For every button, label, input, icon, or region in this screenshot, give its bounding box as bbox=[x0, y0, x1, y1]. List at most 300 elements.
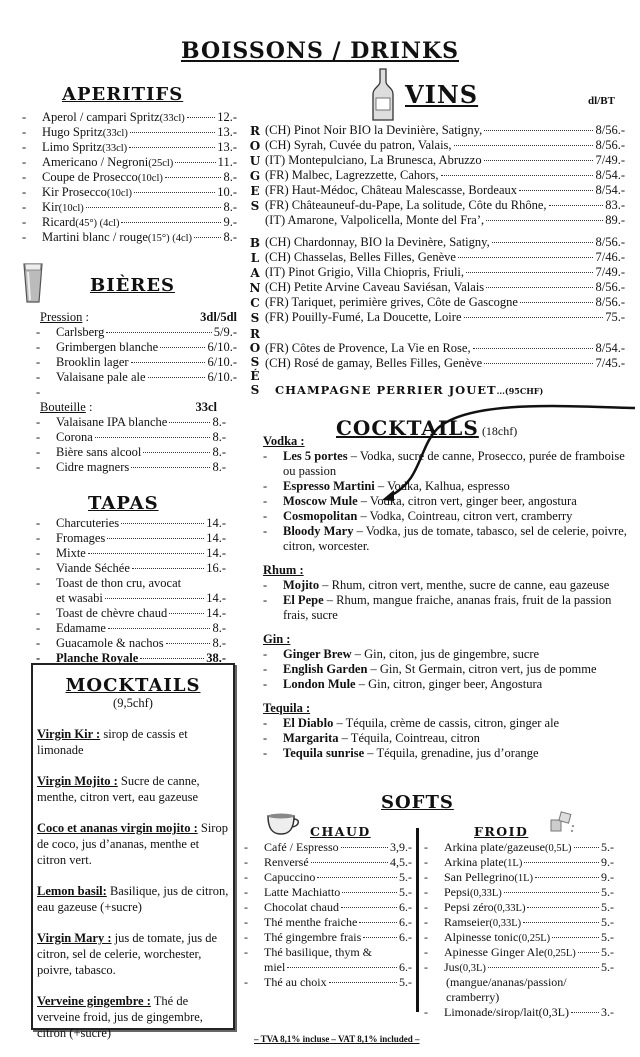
menu-item bbox=[22, 110, 237, 125]
item-price: 8.- bbox=[212, 445, 226, 459]
item-price: 14.- bbox=[206, 591, 226, 605]
dot-leader bbox=[130, 132, 215, 133]
item-price: 5.- bbox=[601, 930, 614, 944]
mocktail-name: Coco et ananas virgin mojito : bbox=[37, 821, 198, 835]
item-name: Mixte bbox=[56, 546, 86, 560]
item-name: San Pellegrino bbox=[444, 870, 515, 884]
cocktail-text bbox=[283, 677, 542, 692]
menu-item bbox=[424, 960, 614, 975]
dot-leader bbox=[165, 177, 222, 178]
menu-item bbox=[424, 930, 614, 945]
item-price: 83.- bbox=[605, 198, 625, 212]
item-price: 6.- bbox=[399, 900, 412, 914]
dash-bullet: - bbox=[244, 915, 248, 929]
dash-bullet: - bbox=[22, 155, 27, 169]
item-name: (FR) Châteauneuf-du-Pape, La solitude, Côte du Rhône, bbox=[265, 198, 547, 212]
cocktail-description: – Vodka, sucre de canne, Prosecco, purée de framboise ou passion bbox=[283, 449, 625, 478]
item-price: 9.- bbox=[601, 870, 614, 884]
item-name: (CH) Chardonnay, BIO la Devinère, Satigny, bbox=[265, 235, 490, 249]
dash-bullet: - bbox=[36, 430, 41, 444]
item-price: 8.- bbox=[212, 621, 226, 635]
dot-leader bbox=[86, 207, 222, 208]
item-name: Chocolat chaud bbox=[264, 900, 339, 914]
mocktails-heading: MOCKTAILS bbox=[65, 675, 201, 696]
dash-bullet: - bbox=[263, 647, 268, 661]
item-price: 8.- bbox=[223, 200, 237, 214]
bieres-heading: BIÈRES bbox=[90, 275, 176, 296]
mocktails-box bbox=[31, 663, 235, 1040]
dash-bullet: - bbox=[22, 110, 27, 124]
mocktail-description: sirop de cassis et limonade bbox=[37, 727, 188, 757]
menu-item bbox=[265, 295, 625, 310]
wine-bottle-icon bbox=[372, 68, 394, 126]
cocktail-name: Ginger Brew bbox=[283, 647, 352, 661]
dot-leader bbox=[504, 892, 599, 893]
item-name: Arkina plate/gazeuse bbox=[444, 840, 545, 854]
menu-item bbox=[424, 885, 614, 900]
menu-item bbox=[424, 945, 614, 960]
pression-unit: 3dl/5dl bbox=[200, 310, 237, 324]
champagne-name: CHAMPAGNE PERRIER JOUET bbox=[275, 383, 497, 397]
item-volume: (0,33L) bbox=[493, 903, 526, 914]
dot-leader bbox=[492, 242, 594, 243]
item-price: 8/54.- bbox=[595, 183, 625, 197]
menu-item bbox=[265, 250, 625, 265]
item-name: Carlsberg bbox=[56, 325, 105, 339]
dot-leader bbox=[175, 162, 215, 163]
item-name: Kir bbox=[42, 200, 59, 214]
cocktail-name: Les 5 portes bbox=[283, 449, 348, 463]
dot-leader bbox=[131, 362, 206, 363]
cocktail-text bbox=[283, 731, 480, 746]
tapas-heading: TAPAS bbox=[88, 493, 159, 514]
mocktail-item bbox=[37, 883, 229, 915]
item-price: 5.- bbox=[399, 975, 412, 989]
dot-leader bbox=[134, 192, 215, 193]
dash-bullet: - bbox=[244, 855, 248, 869]
category-letter: O bbox=[249, 139, 261, 153]
champagne-price: ...(95CHF) bbox=[496, 386, 544, 396]
rouges-label bbox=[248, 124, 262, 214]
item-volume: (10cl) bbox=[106, 188, 132, 199]
menu-item bbox=[22, 215, 237, 230]
dot-leader bbox=[132, 568, 204, 569]
dash-bullet: - bbox=[36, 606, 41, 620]
item-name: Corona bbox=[56, 430, 93, 444]
dash-bullet: - bbox=[36, 415, 41, 429]
item-name: Ramseier bbox=[444, 915, 490, 929]
menu-item bbox=[265, 265, 625, 280]
category-letter: O bbox=[249, 341, 261, 355]
item-price: 8/56.- bbox=[595, 235, 625, 249]
item-price: 3.- bbox=[601, 1005, 614, 1019]
softs-heading: SOFTS bbox=[381, 792, 454, 813]
item-name: Kir Prosecco bbox=[42, 185, 107, 199]
item-name: Valaisane IPA blanche bbox=[56, 415, 168, 429]
dot-leader bbox=[441, 175, 594, 176]
dot-leader bbox=[519, 190, 593, 191]
category-letter: S bbox=[250, 383, 260, 397]
dot-leader bbox=[160, 347, 205, 348]
dash-bullet: - bbox=[263, 509, 268, 523]
menu-item bbox=[265, 153, 625, 168]
dot-leader bbox=[454, 145, 594, 146]
menu-item bbox=[265, 198, 625, 213]
mocktail-item bbox=[37, 726, 229, 758]
dot-leader bbox=[329, 982, 397, 983]
cocktail-description: – Rhum, mangue fraiche, ananas frais, fruit de la passion frais, sucre bbox=[283, 593, 612, 622]
item-name: Brooklin lager bbox=[56, 355, 129, 369]
dot-leader bbox=[473, 348, 594, 349]
item-name: Renversé bbox=[264, 855, 309, 869]
item-name: Grimbergen blanche bbox=[56, 340, 159, 354]
dot-leader bbox=[341, 847, 388, 848]
dash-bullet: - bbox=[36, 531, 41, 545]
beer-glass-icon bbox=[22, 262, 44, 308]
cocktail-name: Bloody Mary bbox=[283, 524, 354, 538]
dash-bullet: - bbox=[263, 524, 268, 538]
dash-bullet: - bbox=[424, 870, 428, 884]
dash-bullet: - bbox=[36, 636, 41, 650]
menu-item bbox=[244, 885, 412, 900]
cocktail-item bbox=[263, 578, 633, 593]
category-letter: G bbox=[249, 169, 261, 183]
dot-leader bbox=[341, 907, 397, 908]
item-price: 7/46.- bbox=[595, 250, 625, 264]
cocktail-name: El Diablo bbox=[283, 716, 334, 730]
menu-item bbox=[36, 516, 226, 531]
menu-item bbox=[244, 870, 412, 885]
cocktail-name: London Mule bbox=[283, 677, 356, 691]
item-price: 6.- bbox=[399, 930, 412, 944]
dash-bullet: - bbox=[424, 840, 428, 854]
cocktail-item bbox=[263, 716, 633, 731]
item-name: Hugo Spritz bbox=[42, 125, 103, 139]
item-name: Coupe de Prosecco bbox=[42, 170, 138, 184]
cocktail-group bbox=[263, 433, 633, 554]
cocktail-description: – Vodka, Cointreau, citron vert, cramberry bbox=[357, 509, 573, 523]
cocktail-name: Margarita bbox=[283, 731, 339, 745]
roses-label bbox=[248, 327, 262, 397]
item-price: 89.- bbox=[605, 213, 625, 227]
item-name: (FR) Malbec, Lagrezzette, Cahors, bbox=[265, 168, 439, 182]
menu-item bbox=[424, 870, 614, 885]
menu-item bbox=[36, 531, 226, 546]
mocktail-description: Thé de verveine froid, jus de gingembre, citron (+sucre) bbox=[37, 994, 203, 1040]
vat-footer: – TVA 8,1% incluse – VAT 8,1% included – bbox=[254, 1034, 420, 1044]
item-price: 6/10.- bbox=[207, 340, 237, 354]
item-price: 16.- bbox=[206, 561, 226, 575]
item-price: 8.- bbox=[223, 170, 237, 184]
dash-bullet: - bbox=[263, 593, 268, 607]
item-name: (CH) Syrah, Cuvée du patron, Valais, bbox=[265, 138, 452, 152]
dot-leader bbox=[486, 287, 593, 288]
item-price: 10.- bbox=[217, 185, 237, 199]
item-volume: (0,25L) bbox=[543, 948, 576, 959]
cocktail-item bbox=[263, 449, 633, 479]
menu-item bbox=[36, 576, 226, 591]
dot-leader bbox=[527, 907, 599, 908]
coffee-cup-icon bbox=[266, 812, 302, 840]
cocktail-text bbox=[283, 509, 572, 524]
vins-heading: VINS bbox=[405, 80, 479, 109]
menu-item bbox=[22, 125, 237, 140]
dash-bullet: - bbox=[36, 460, 41, 474]
item-name-continued: et wasabi bbox=[56, 591, 103, 605]
dot-leader bbox=[342, 892, 397, 893]
item-price: 8/56.- bbox=[595, 295, 625, 309]
cocktail-description: – Vodka, citron vert, ginger beer, angostura bbox=[357, 494, 577, 508]
mocktails-list bbox=[37, 726, 229, 1041]
mocktail-name: Virgin Kir : bbox=[37, 727, 101, 741]
cocktails-heading: COCKTAILS bbox=[336, 416, 479, 440]
dash-bullet: - bbox=[36, 355, 41, 369]
mocktail-name: Virgin Mojito : bbox=[37, 774, 118, 788]
item-name: (FR) Haut-Médoc, Château Malescasse, Bordeaux bbox=[265, 183, 518, 197]
item-name: (CH) Rosé de gamay, Belles Filles, Genève bbox=[265, 356, 483, 370]
cocktail-item bbox=[263, 593, 633, 623]
dot-leader bbox=[574, 847, 600, 848]
dot-leader bbox=[107, 538, 204, 539]
menu-item bbox=[265, 235, 625, 250]
item-name: Thé gingembre frais bbox=[264, 930, 362, 944]
cocktail-name: Mojito bbox=[283, 578, 320, 592]
item-price: 11.- bbox=[217, 155, 237, 169]
dash-bullet: - bbox=[263, 578, 268, 592]
menu-item bbox=[22, 185, 237, 200]
item-price: 4,5.- bbox=[390, 855, 412, 869]
dash-bullet: - bbox=[36, 325, 41, 339]
item-name: Ricard bbox=[42, 215, 76, 229]
mocktail-item bbox=[37, 773, 229, 805]
cocktail-item bbox=[263, 479, 633, 494]
cocktail-text bbox=[283, 746, 539, 761]
item-name: Guacamole & nachos bbox=[56, 636, 164, 650]
dot-leader bbox=[552, 937, 599, 938]
dash-bullet: - bbox=[36, 516, 41, 530]
dot-leader bbox=[317, 877, 397, 878]
cocktail-name: El Pepe bbox=[283, 593, 324, 607]
cocktail-text bbox=[283, 578, 609, 593]
item-name: Americano / Negroni bbox=[42, 155, 149, 169]
dash-bullet: - bbox=[263, 677, 268, 691]
dash-bullet: - bbox=[424, 855, 428, 869]
item-price: 7/49.- bbox=[595, 153, 625, 167]
item-price: 12.- bbox=[217, 110, 237, 124]
item-volume: (0,33L) bbox=[470, 888, 502, 899]
category-letter: S bbox=[250, 199, 260, 213]
menu-item bbox=[244, 945, 412, 960]
item-price: 7/45.- bbox=[595, 356, 625, 370]
item-name: (FR) Tariquet, perimière grives, Côte de Gascogne bbox=[265, 295, 518, 309]
dash-bullet: - bbox=[263, 731, 268, 745]
champagne-item bbox=[275, 383, 543, 398]
mocktails-price: (9,5chf) bbox=[113, 696, 153, 710]
item-name: (IT) Pinot Grigio, Villa Chiopris, Friuli, bbox=[265, 265, 465, 279]
menu-item bbox=[265, 356, 625, 371]
item-price: 5.- bbox=[601, 900, 614, 914]
cocktail-item bbox=[263, 731, 633, 746]
item-volume: (1L) bbox=[514, 873, 533, 884]
cocktail-description: – Téquila, Cointreau, citron bbox=[338, 731, 480, 745]
item-price: 13.- bbox=[217, 125, 237, 139]
item-name: Capuccino bbox=[264, 870, 316, 884]
cocktail-text bbox=[283, 647, 539, 662]
cocktail-text bbox=[283, 449, 633, 479]
mocktail-description: Sirop de coco, jus d’ananas, menthe et citron vert. bbox=[37, 821, 228, 867]
item-name: (CH) Petite Arvine Caveau Saviésan, Valais bbox=[265, 280, 485, 294]
item-volume: (1L) bbox=[503, 858, 523, 869]
mocktail-name: Verveine gingembre : bbox=[37, 994, 151, 1008]
category-letter: B bbox=[249, 236, 261, 250]
menu-item bbox=[22, 230, 237, 245]
item-price: 8.- bbox=[212, 415, 226, 429]
item-price: 5.- bbox=[601, 840, 614, 854]
item-price: 9.- bbox=[223, 215, 237, 229]
cocktail-text bbox=[283, 593, 633, 623]
froid-heading: FROID bbox=[474, 824, 529, 839]
mocktail-item bbox=[37, 930, 229, 978]
menu-item bbox=[265, 138, 625, 153]
dash-bullet: - bbox=[36, 576, 41, 590]
menu-item bbox=[36, 355, 237, 370]
menu-item bbox=[36, 325, 237, 340]
menu-item bbox=[22, 170, 237, 185]
item-price: 8.- bbox=[212, 636, 226, 650]
menu-item bbox=[265, 123, 625, 138]
dot-leader bbox=[121, 222, 221, 223]
item-price: 5.- bbox=[601, 915, 614, 929]
bieres-section: Pression : 3dl/5dl - Carlsberg 5/9.- - Grimbergen blanche 6/10.- - Brooklin lager 6/10.- - Valaisane pale ale 6/10.- - Bouteille : 33cl - Valaisane IPA blanche 8.- - Corona 8.- - Bière sans alcool 8.- - Cidre magners 8.- bbox=[36, 310, 237, 474]
item-price: 6.- bbox=[399, 960, 412, 974]
cocktail-description: – Gin, St Germain, citron vert, jus de pomme bbox=[367, 662, 597, 676]
dash-bullet: - bbox=[424, 1005, 428, 1019]
dot-leader bbox=[121, 523, 204, 524]
item-name: (IT) Amarone, Valpolicella, Monte del Fra’, bbox=[265, 213, 485, 227]
dash-bullet: - bbox=[263, 449, 268, 463]
item-price: 13.- bbox=[217, 140, 237, 154]
item-name: Aperol / campari Spritz bbox=[42, 110, 160, 124]
dash-bullet: - bbox=[424, 930, 428, 944]
tapas-list bbox=[36, 516, 226, 666]
dot-leader bbox=[535, 877, 599, 878]
menu-item bbox=[265, 280, 625, 295]
item-volume: (10cl) bbox=[58, 203, 84, 214]
cocktail-item bbox=[263, 524, 633, 554]
item-price: 5.- bbox=[601, 945, 614, 959]
dot-leader bbox=[105, 598, 204, 599]
dot-leader bbox=[486, 220, 603, 221]
item-name: Charcuteries bbox=[56, 516, 120, 530]
dot-leader bbox=[488, 967, 599, 968]
item-name: (CH) Pinot Noir BIO la Devinière, Satigny, bbox=[265, 123, 483, 137]
item-name: Latte Machiatto bbox=[264, 885, 341, 899]
blancs-list bbox=[265, 235, 625, 325]
cocktail-group-label: Vodka : bbox=[263, 434, 305, 448]
item-subtext: (mangue/ananas/passion/ cramberry) bbox=[446, 975, 567, 1004]
item-name-continued: miel bbox=[264, 960, 286, 974]
mocktail-description: Sucre de canne, menthe, citron vert, eau gazeuse bbox=[37, 774, 200, 804]
blancs-label bbox=[248, 236, 262, 326]
menu-item bbox=[36, 546, 226, 561]
dot-leader bbox=[194, 237, 221, 238]
mocktail-item bbox=[37, 820, 229, 868]
dot-leader bbox=[458, 257, 594, 258]
category-letter: C bbox=[250, 296, 260, 310]
vins-unit: dl/BT bbox=[588, 95, 615, 107]
dash-bullet: - bbox=[424, 900, 428, 914]
mocktail-name: Virgin Mary : bbox=[37, 931, 112, 945]
dot-leader bbox=[523, 922, 599, 923]
dot-leader bbox=[359, 922, 397, 923]
menu-item bbox=[265, 310, 625, 325]
dot-leader bbox=[287, 967, 397, 968]
menu-item bbox=[22, 140, 237, 155]
item-volume: (15°) (4cl) bbox=[147, 233, 193, 244]
dash-bullet: - bbox=[22, 170, 27, 184]
dash-bullet: - bbox=[244, 870, 248, 884]
item-name: Limo Spritz bbox=[42, 140, 103, 154]
item-price: 75.- bbox=[605, 310, 625, 324]
menu-item bbox=[244, 855, 412, 870]
menu-item bbox=[36, 340, 237, 355]
cocktail-item bbox=[263, 647, 633, 662]
menu-item bbox=[244, 900, 412, 915]
dash-bullet: - bbox=[22, 230, 27, 244]
dot-leader bbox=[311, 862, 388, 863]
item-name: (IT) Montepulciano, La Brunesca, Abruzzo bbox=[265, 153, 482, 167]
dot-leader bbox=[140, 658, 204, 659]
dot-leader bbox=[571, 1012, 599, 1013]
category-letter: U bbox=[249, 154, 261, 168]
aperitifs-heading: APERITIFS bbox=[62, 84, 184, 105]
dot-leader bbox=[148, 377, 206, 378]
cocktail-description: – Téquila, crème de cassis, citron, ginger ale bbox=[333, 716, 560, 730]
mocktail-description: jus de tomate, jus de citron, sel de celerie, worchester, poivre, tabasco. bbox=[37, 931, 218, 977]
item-name: Thé basilique, thym & bbox=[264, 945, 372, 959]
item-volume: (33cl) bbox=[159, 113, 185, 124]
dot-leader bbox=[484, 130, 593, 131]
cocktails-price: (18chf) bbox=[481, 424, 518, 438]
cocktail-name: Tequila sunrise bbox=[283, 746, 365, 760]
item-price: 5/9.- bbox=[213, 325, 237, 339]
item-name: Pepsi zéro bbox=[444, 900, 494, 914]
cocktail-group bbox=[263, 562, 633, 623]
menu-item bbox=[244, 930, 412, 945]
menu-item-continued bbox=[244, 960, 412, 975]
bouteille-label: Bouteille bbox=[40, 400, 86, 414]
item-name: (FR) Côtes de Provence, La Vie en Rose, bbox=[265, 341, 471, 355]
mocktail-name: Lemon basil: bbox=[37, 884, 107, 898]
item-volume: (0,33L) bbox=[489, 918, 522, 929]
menu-item bbox=[36, 606, 226, 621]
category-letter: R bbox=[250, 327, 260, 341]
dash-bullet: - bbox=[22, 185, 27, 199]
item-price: 5.- bbox=[399, 885, 412, 899]
dot-leader bbox=[484, 160, 594, 161]
dot-leader bbox=[363, 937, 397, 938]
cocktails-list bbox=[263, 433, 633, 769]
category-letter: A bbox=[250, 266, 260, 280]
cocktail-description: – Vodka, jus de tomate, tabasco, sel de celerie, poivre, citron, worcester. bbox=[283, 524, 627, 553]
item-volume: (10cl) bbox=[137, 173, 163, 184]
cocktail-description: – Rhum, citron vert, menthe, sucre de canne, eau gazeuse bbox=[319, 578, 610, 592]
dash-bullet: - bbox=[36, 561, 41, 575]
category-letter: R bbox=[250, 124, 260, 138]
dash-bullet: - bbox=[244, 945, 248, 959]
item-name: Apinesse Ginger Ale bbox=[444, 945, 544, 959]
item-name: Arkina plate bbox=[444, 855, 504, 869]
